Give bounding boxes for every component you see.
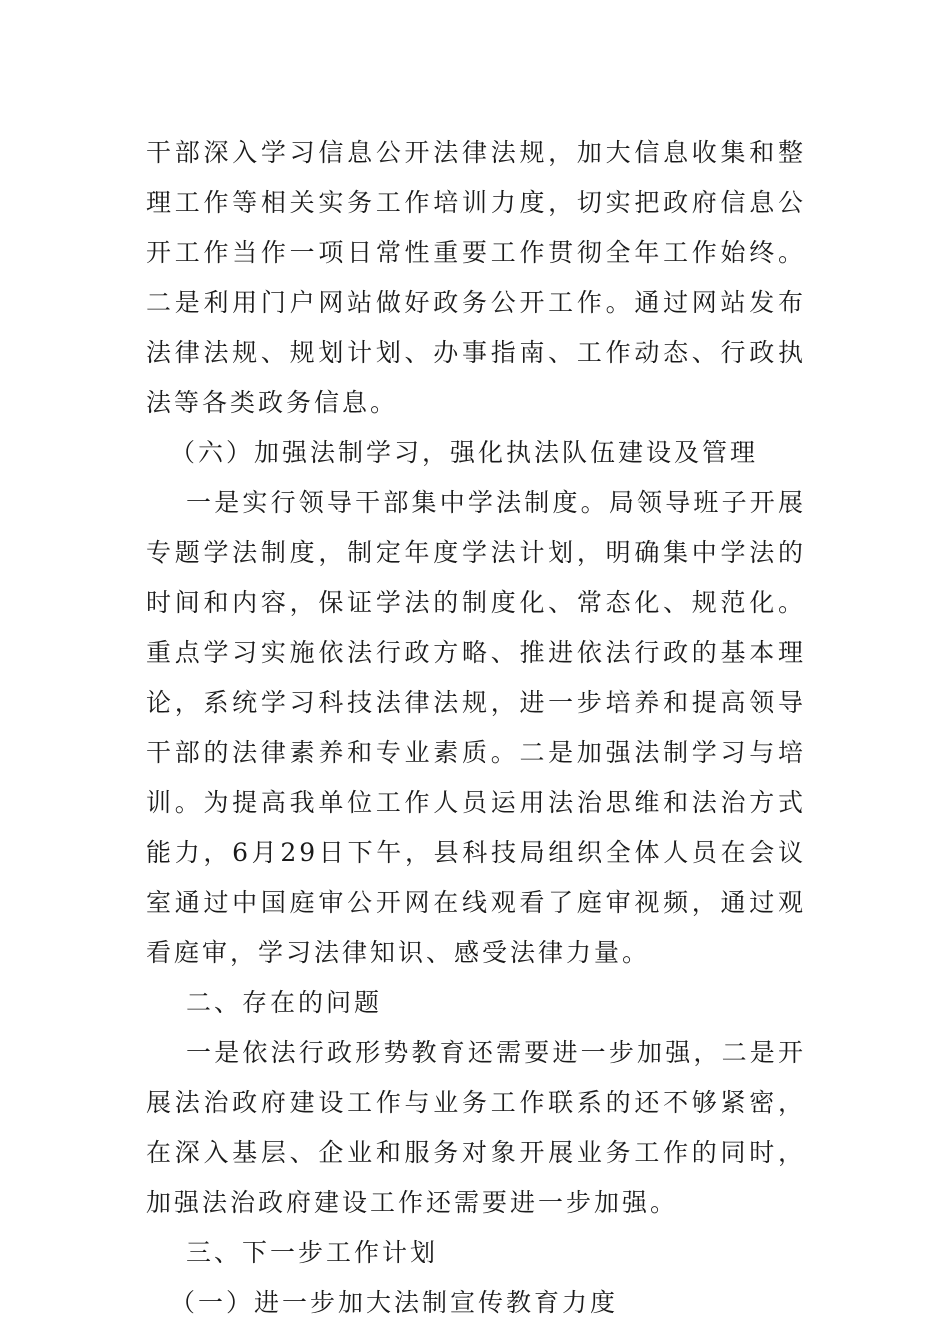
heading-section-six: （六）加强法制学习，强化执法队伍建设及管理: [170, 438, 759, 467]
document-body: [146, 128, 806, 1328]
heading-next-step-one: （一）进一步加大法制宣传教育力度: [170, 1288, 619, 1317]
paragraph-legal-study: 一是实行领导干部集中学法制度。局领导班子开展专题学法制度，制定年度学法计划，明确集中学法的时间和内容，保证学法的制度化、常态化、规范化。重点学习实施依法行政方略、推进依法行政的基本理论，系统学习科技法律法规，进一步培养和提高领导干部的法律素养和专业素质。二是加强法制学习与培训。为提高我单位工作人员运用法治思维和法治方式能力，6月29日下午，县科技局组织全体人员在会议室通过中国庭审公开网在线观看了庭审视频，通过观看庭审，学习法律知识、感受法律力量。: [146, 488, 806, 967]
paragraph-continued-info-disclosure: 干部深入学习信息公开法律法规，加大信息收集和整理工作等相关实务工作培训力度，切实把政府信息公开工作当作一项日常性重要工作贯彻全年工作始终。二是利用门户网站做好政务公开工作。通过网站发布法律法规、规划计划、办事指南、工作动态、行政执法等各类政务信息。: [146, 138, 806, 417]
heading-next-steps: 三、下一步工作计划: [186, 1238, 439, 1267]
paragraph-problems: 一是依法行政形势教育还需要进一步加强，二是开展法治政府建设工作与业务工作联系的还不够紧密，在深入基层、企业和服务对象开展业务工作的同时，加强法治政府建设工作还需要进一步加强。: [146, 1038, 806, 1217]
heading-existing-problems: 二、存在的问题: [186, 988, 383, 1017]
